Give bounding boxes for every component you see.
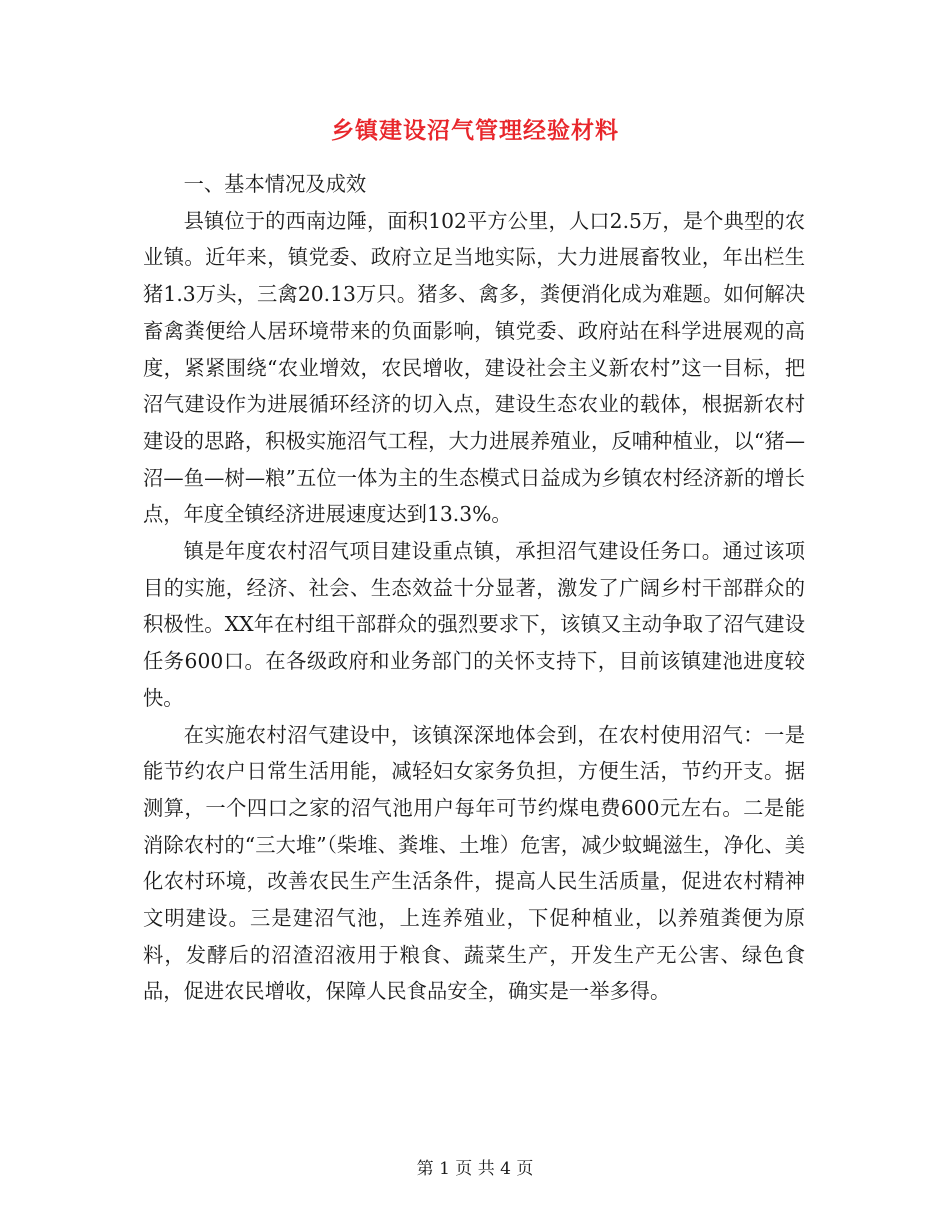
paragraph-2: 镇是年度农村沼气项目建设重点镇，承担沼气建设任务口。通过该项目的实施，经济、社会、生态效益十分显著，激发了广阔乡村干部群众的积极性。XX年在村组干部群众的强烈要求下，该镇又主动争取了沼气建设任务600口。在各级政府和业务部门的关怀支持下，目前该镇建池进度较快。 bbox=[143, 539, 805, 710]
document-title: 乡镇建设沼气管理经验材料 bbox=[331, 118, 619, 144]
document-body bbox=[143, 166, 805, 1010]
section-heading: 一、基本情况及成效 bbox=[183, 172, 367, 196]
page-footer: 第 1 页 共 4 页 bbox=[416, 1159, 534, 1179]
paragraph-1: 县镇位于的西南边陲，面积102平方公里，人口2.5万，是个典型的农业镇。近年来，镇党委、政府立足当地实际，大力进展畜牧业，年出栏生猪1.3万头，三禽20.13万只。猪多、禽多，粪便消化成为难题。如何解决畜禽粪便给人居环境带来的负面影响，镇党委、政府站在科学进展观的高度，紧紧围绕“农业增效，农民增收，建设社会主义新农村”这一目标，把沼气建设作为进展循环经济的切入点，建设生态农业的载体，根据新农村建设的思路，积极实施沼气工程，大力进展养殖业，反哺种植业，以“猪—沼—鱼—树—粮”五位一体为主的生态模式日益成为乡镇农村经济新的增长点，年度全镇经济进展速度达到13.3%。 bbox=[143, 208, 805, 527]
paragraph-3: 在实施农村沼气建设中，该镇深深地体会到，在农村使用沼气：一是能节约农户日常生活用能，减轻妇女家务负担，方便生活，节约开支。据测算，一个四口之家的沼气池用户每年可节约煤电费600元左右。二是能消除农村的“三大堆”（柴堆、粪堆、土堆）危害，减少蚊蝇滋生，净化、美化农村环境，改善农民生产生活条件，提高人民生活质量，促进农村精神文明建设。三是建沼气池，上连养殖业，下促种植业，以养殖粪便为原料，发酵后的沼渣沼液用于粮食、蔬菜生产，开发生产无公害、绿色食品，促进农民增收，保障人民食品安全，确实是一举多得。 bbox=[143, 722, 805, 1004]
